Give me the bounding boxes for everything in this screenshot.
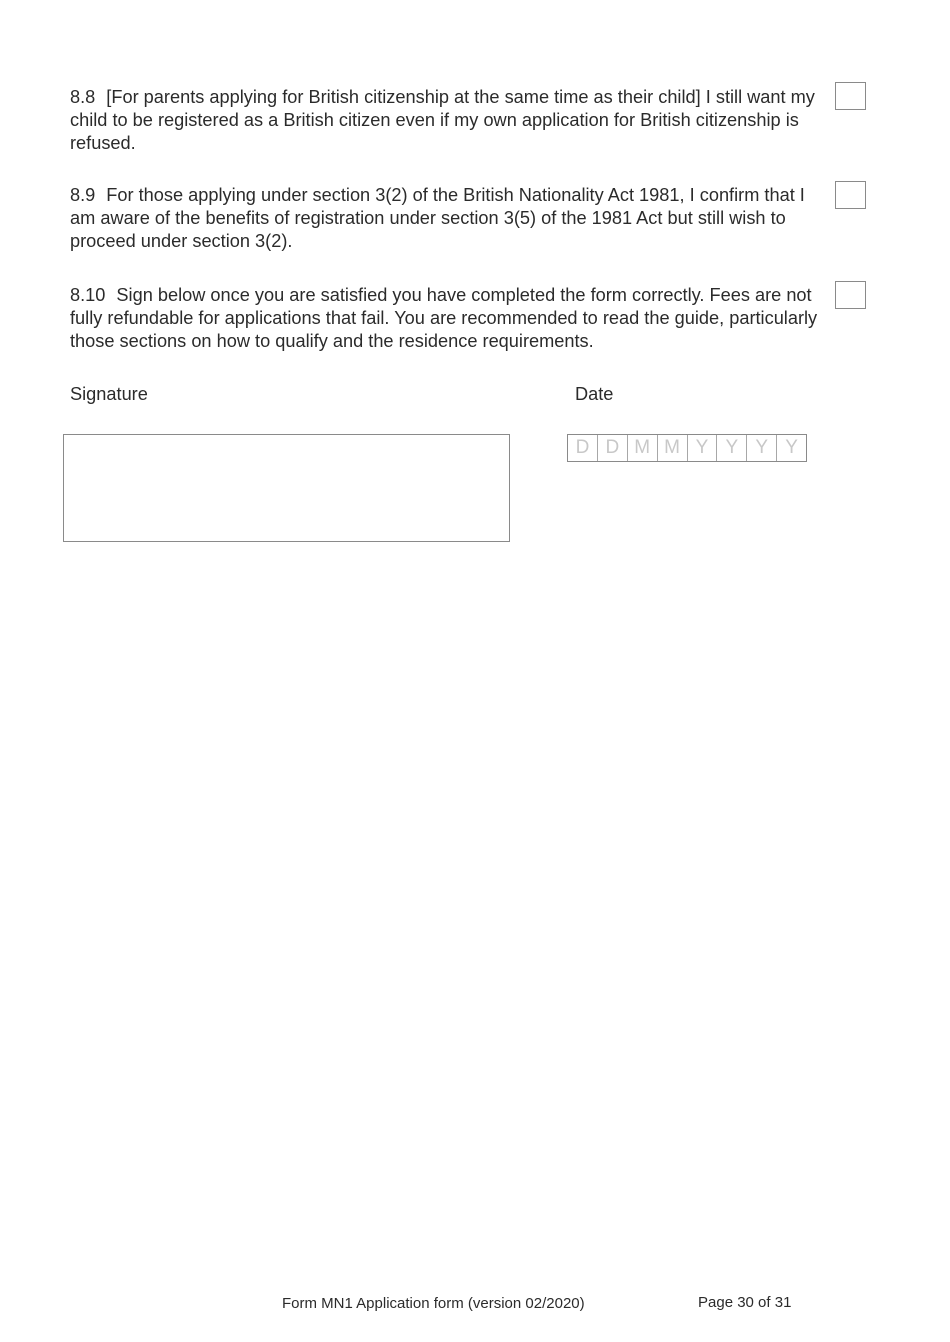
checkbox-8-9[interactable] (835, 181, 866, 209)
item-number: 8.9 (70, 185, 96, 205)
date-year-digit-1[interactable]: Y (688, 435, 718, 461)
date-year-digit-4[interactable]: Y (785, 437, 798, 458)
date-month-digit-2[interactable]: M (658, 435, 688, 461)
date-month-digit-1[interactable]: M (628, 435, 658, 461)
date-label: Date (575, 384, 614, 404)
item-text: Sign below once you are satisfied you have completed the form correctly. Fees are not fully refundable for applications that fail. You are recommended to read the guide, particularly those sections on how to qualify and the residence requirements. (70, 285, 818, 351)
checkbox-8-10[interactable] (835, 281, 866, 309)
item-number: 8.8 (70, 87, 96, 107)
signature-label: Signature (70, 384, 148, 404)
footer-page-number: Page 30 of 31 (698, 1294, 792, 1311)
date-year-digit-2[interactable]: Y (717, 435, 747, 461)
declaration-item-8-9 (70, 184, 828, 253)
date-day-digit-2[interactable]: D (598, 435, 628, 461)
date-day-digit-1[interactable]: D (568, 435, 598, 461)
item-text: For those applying under section 3(2) of the British Nationality Act 1981, I confirm that I am aware of the benefits of registration under section 3(5) of the 1981 Act but still wish to proceed under section 3(2). (70, 185, 805, 251)
declaration-item-8-10 (70, 284, 828, 353)
declaration-item-8-8 (70, 86, 828, 155)
date-field (567, 434, 807, 462)
footer-form-name: Form MN1 Application form (version 02/2020) (282, 1295, 585, 1312)
signature-field[interactable] (63, 434, 510, 542)
checkbox-8-8[interactable] (835, 82, 866, 110)
item-number: 8.10 (70, 285, 106, 305)
item-text: [For parents applying for British citizenship at the same time as their child] I still want my child to be registered as a British citizen even if my own application for British citizenship is refused. (70, 87, 815, 153)
date-year-digit-3[interactable]: Y (747, 435, 777, 461)
